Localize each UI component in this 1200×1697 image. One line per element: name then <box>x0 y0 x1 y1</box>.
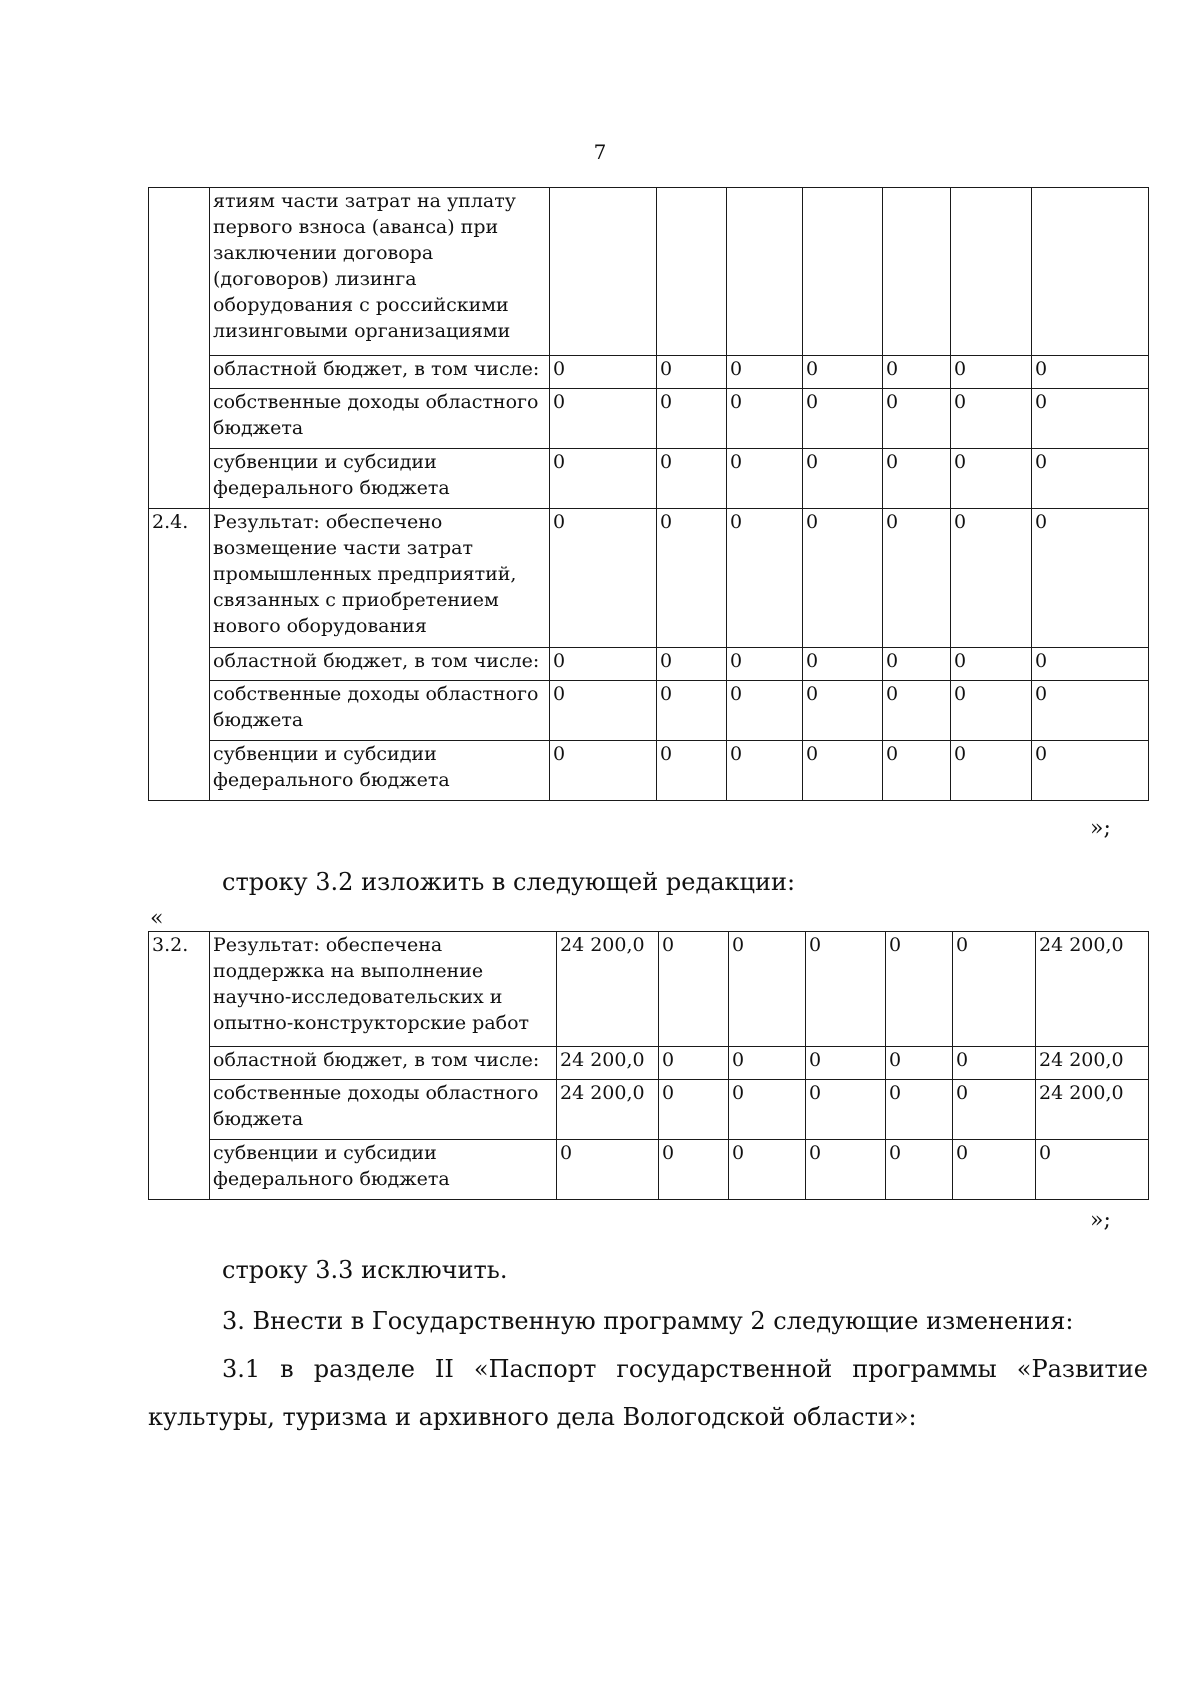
value-cell: 0 <box>550 389 657 449</box>
value-cell: 0 <box>727 509 803 648</box>
value-cell: 0 <box>806 932 886 1047</box>
value-cell: 0 <box>883 648 951 681</box>
table-row <box>149 389 1149 449</box>
value-cell: 0 <box>727 648 803 681</box>
value-cell: 0 <box>883 741 951 801</box>
value-cell: 0 <box>803 389 883 449</box>
value-cell: 0 <box>657 681 727 741</box>
table-row <box>149 188 1149 356</box>
table-row <box>149 1140 1149 1200</box>
value-cell: 0 <box>729 1047 806 1080</box>
value-cell: 0 <box>806 1047 886 1080</box>
row-number-cell: 3.2. <box>149 932 210 1200</box>
value-cell: 0 <box>803 449 883 509</box>
paragraph: 3. Внести в Государственную программу 2 следующие изменения: <box>222 1307 1074 1335</box>
row-label: субвенции и субсидии федерального бюджета <box>210 741 550 801</box>
value-cell: 0 <box>1032 681 1149 741</box>
row-label: ятиям части затрат на уплату первого взноса (аванса) при заключении договора (договоров) лизинга оборудования с российскими лизинговыми организациями <box>210 188 550 356</box>
value-cell: 0 <box>657 389 727 449</box>
value-cell: 0 <box>886 932 953 1047</box>
table-row <box>149 449 1149 509</box>
page-number: 7 <box>593 140 607 164</box>
value-cell: 24 200,0 <box>1036 1080 1149 1140</box>
value-cell: 0 <box>727 449 803 509</box>
row-label: собственные доходы областного бюджета <box>210 1080 557 1140</box>
value-cell: 0 <box>806 1140 886 1200</box>
value-cell: 0 <box>727 741 803 801</box>
value-cell: 0 <box>1036 1140 1149 1200</box>
value-cell: 0 <box>803 356 883 389</box>
value-cell: 0 <box>659 1047 729 1080</box>
value-cell: 0 <box>550 509 657 648</box>
table-row <box>149 509 1149 648</box>
value-cell: 0 <box>883 509 951 648</box>
row-label: Результат: обеспечено возмещение части затрат промышленных предприятий, связанных с приобретением нового оборудования <box>210 509 550 648</box>
value-cell: 0 <box>803 648 883 681</box>
value-cell: 0 <box>659 1080 729 1140</box>
row-label: собственные доходы областного бюджета <box>210 389 550 449</box>
row-label: субвенции и субсидии федерального бюджета <box>210 449 550 509</box>
value-cell: 0 <box>657 741 727 801</box>
value-cell: 0 <box>659 1140 729 1200</box>
row-label: областной бюджет, в том числе: <box>210 356 550 389</box>
table-row <box>149 648 1149 681</box>
table-row <box>149 741 1149 801</box>
row-label: областной бюджет, в том числе: <box>210 1047 557 1080</box>
paragraph: строку 3.2 изложить в следующей редакции: <box>222 868 796 896</box>
row-label: собственные доходы областного бюджета <box>210 681 550 741</box>
table-row <box>149 1047 1149 1080</box>
value-cell: 0 <box>953 1047 1036 1080</box>
value-cell: 0 <box>806 1080 886 1140</box>
value-cell: 0 <box>1032 648 1149 681</box>
table-row <box>149 1080 1149 1140</box>
value-cell: 0 <box>951 449 1032 509</box>
value-cell: 0 <box>1032 741 1149 801</box>
value-cell: 0 <box>727 389 803 449</box>
value-cell: 0 <box>727 356 803 389</box>
value-cell: 0 <box>951 681 1032 741</box>
value-cell: 0 <box>951 509 1032 648</box>
value-cell: 0 <box>951 356 1032 389</box>
value-cell: 0 <box>951 648 1032 681</box>
row-label: областной бюджет, в том числе: <box>210 648 550 681</box>
value-cell: 0 <box>550 356 657 389</box>
value-cell: 0 <box>803 741 883 801</box>
value-cell: 0 <box>550 648 657 681</box>
budget-table-continued <box>148 187 1149 801</box>
value-cell: 0 <box>953 1140 1036 1200</box>
value-cell: 0 <box>550 741 657 801</box>
opening-quote: « <box>150 906 164 931</box>
value-cell: 0 <box>953 1080 1036 1140</box>
value-cell: 0 <box>657 648 727 681</box>
value-cell: 0 <box>953 932 1036 1047</box>
value-cell: 0 <box>886 1140 953 1200</box>
value-cell: 0 <box>550 681 657 741</box>
budget-table-row-3-2 <box>148 931 1149 1200</box>
value-cell: 0 <box>557 1140 659 1200</box>
value-cell: 0 <box>883 389 951 449</box>
value-cell: 0 <box>883 449 951 509</box>
paragraph: 3.1 в разделе II «Паспорт государственной программы «Развитие культуры, туризма и архивного дела Вологодской области»: <box>148 1355 1148 1431</box>
table-row <box>149 681 1149 741</box>
value-cell: 0 <box>729 1140 806 1200</box>
value-cell: 0 <box>729 1080 806 1140</box>
value-cell: 0 <box>657 356 727 389</box>
value-cell: 24 200,0 <box>557 1047 659 1080</box>
value-cell: 0 <box>727 681 803 741</box>
value-cell: 0 <box>657 449 727 509</box>
row-label: субвенции и субсидии федерального бюджета <box>210 1140 557 1200</box>
value-cell: 0 <box>729 932 806 1047</box>
value-cell: 0 <box>657 509 727 648</box>
value-cell: 24 200,0 <box>557 1080 659 1140</box>
value-cell: 0 <box>951 741 1032 801</box>
value-cell: 0 <box>883 356 951 389</box>
value-cell: 0 <box>550 449 657 509</box>
value-cell: 0 <box>1032 356 1149 389</box>
value-cell: 0 <box>803 509 883 648</box>
table-row <box>149 932 1149 1047</box>
table-row <box>149 356 1149 389</box>
closing-quote: »; <box>1090 1208 1111 1233</box>
paragraph: строку 3.3 исключить. <box>222 1256 508 1284</box>
value-cell: 0 <box>883 681 951 741</box>
value-cell: 0 <box>886 1047 953 1080</box>
value-cell: 0 <box>886 1080 953 1140</box>
row-number-cell <box>149 188 210 509</box>
value-cell: 24 200,0 <box>1036 1047 1149 1080</box>
value-cell: 0 <box>1032 509 1149 648</box>
row-label: Результат: обеспечена поддержка на выполнение научно-исследовательских и опытно-конструкторские работ <box>210 932 557 1047</box>
value-cell: 24 200,0 <box>1036 932 1149 1047</box>
value-cell: 0 <box>1032 389 1149 449</box>
value-cell: 0 <box>1032 449 1149 509</box>
row-number-cell: 2.4. <box>149 509 210 801</box>
value-cell: 0 <box>951 389 1032 449</box>
closing-quote: »; <box>1090 816 1111 841</box>
value-cell: 24 200,0 <box>557 932 659 1047</box>
value-cell: 0 <box>803 681 883 741</box>
value-cell: 0 <box>659 932 729 1047</box>
